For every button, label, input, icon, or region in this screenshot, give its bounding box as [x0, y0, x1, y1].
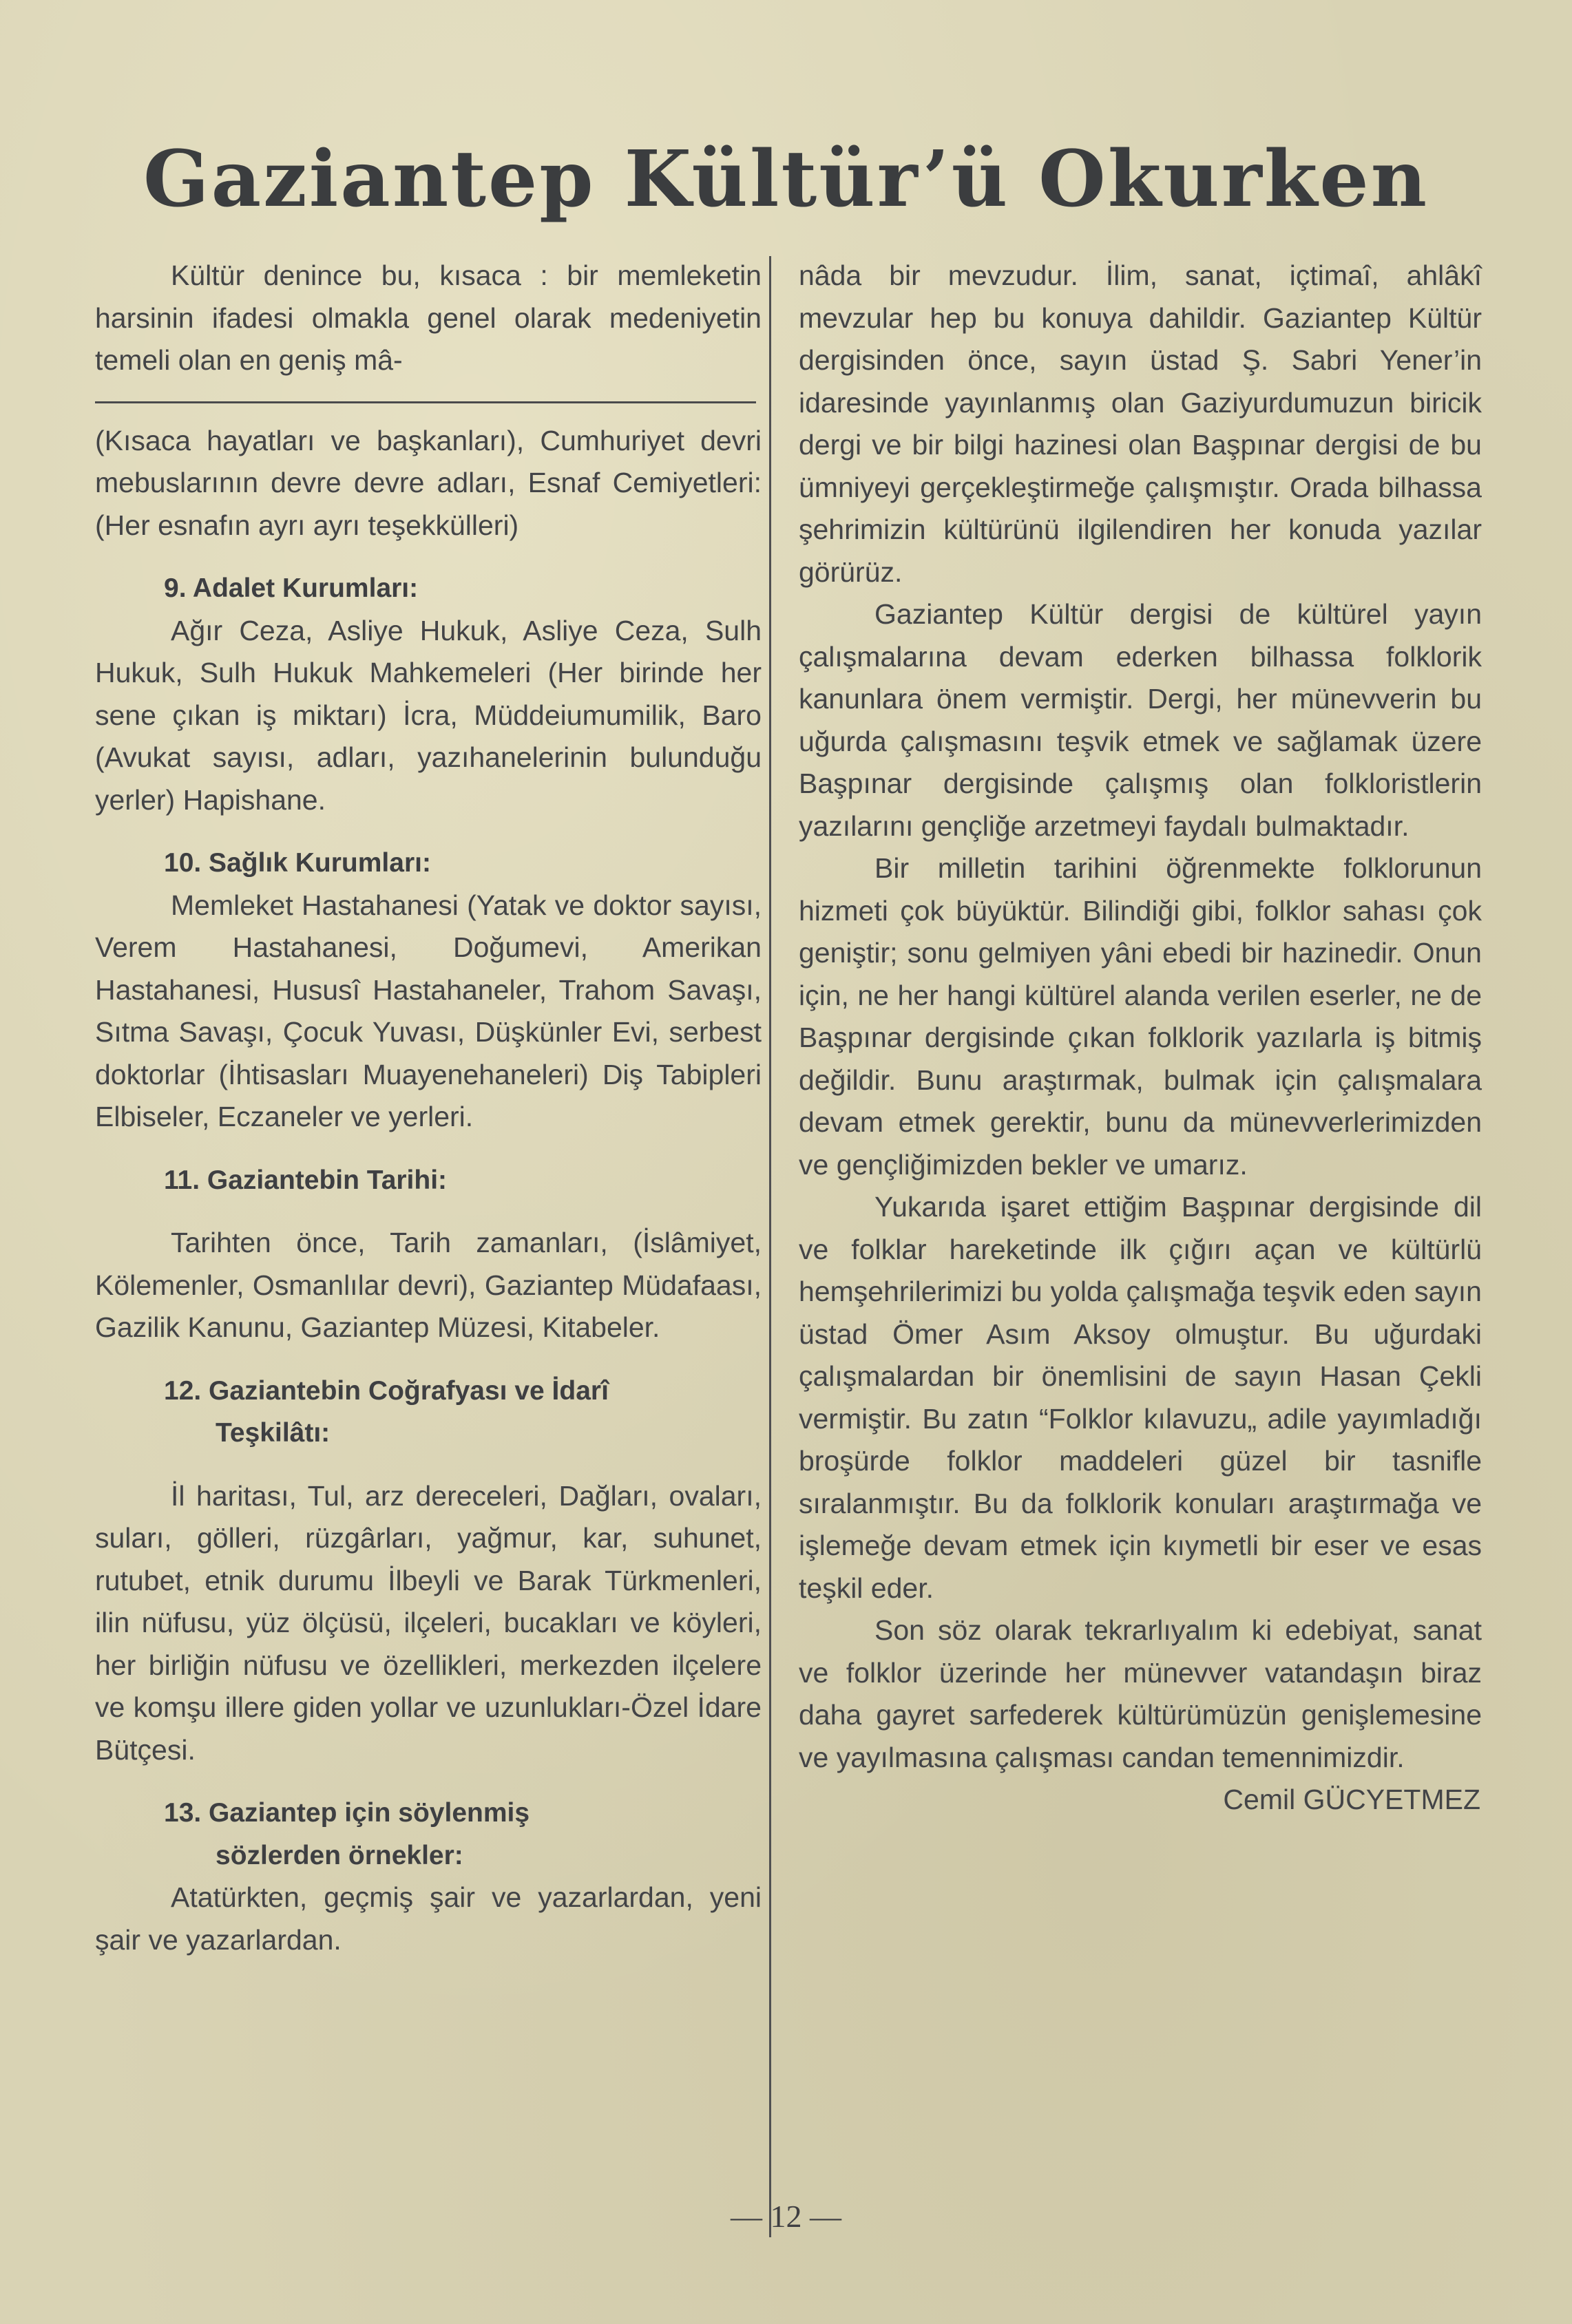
continued-paragraph: (Kısaca hayatları ve başkanları), Cumhuriyet devri mebuslarının devre devre adları, Esnaf Cemiyetleri: (Her esnafın ayrı ayrı teşekkülleri) [95, 424, 762, 541]
right-paragraph-1: nâda bir mevzudur. İlim, sanat, içtimaî, ahlâkî mevzular hep bu konuya dahildir. Gaziantep Kültür dergisinden önce, sayın üstad Ş. Sabri Yener’in idaresinde yayınlanmış olan Gaziyurdumuzun biricik dergi ve bir bilgi hazinesi olan Başpınar dergisi de bu ümniyeyi gerçekleştirmeğe çalışmıştır. Orada bilhassa şehrimizin kültürünü ilgilendiren her konuda yazılar görürüz. [799, 260, 1482, 588]
section-10-text: Memleket Hastahanesi (Yatak ve doktor sayısı, Verem Hastahanesi, Doğumevi, Amerikan Hastahanesi, Hususî Hastahaneler, Trahom Savaşı, Sıtma Savaşı, Çocuk Yuvası, Düşkünler Evi, serbest doktorlar (İhtisasları Muayenehaneleri) Diş Tabipleri Elbiseler, Eczaneler ve yerleri. [95, 889, 762, 1132]
column-divider [769, 256, 771, 2237]
right-paragraph-4: Yukarıda işaret ettiğim Başpınar dergisinde dil ve folklar hareketinde ilk çığırı açan ve kültürlü hemşehrilerimizi bu yolda çalışmağa teşvik eden sayın üstad Ömer Asım Aksoy olmuştur. Bu uğurdaki çalışmalardan bir önemlisini de sayın Hasan Çekli vermiştir. Bu zatın “Folklor kılavuzu„ adile yayımladığı broşürde folklor maddeleri güzel bir tasnifle sıralanmıştır. Bu da folklorik konuları araştırmağa ve işlemeğe devam etmek için kıymetli bir eser ve esas teşkil eder. [799, 1191, 1482, 1604]
left-column [95, 255, 762, 1961]
section-12-heading: 12. Gaziantebin Coğrafyası ve İdarî [164, 1375, 609, 1406]
section-rule [95, 401, 756, 403]
section-13-heading-cont: sözlerden örnekler: [216, 1840, 463, 1870]
article-title: Gaziantep Kültür’ü Okurken [143, 134, 1429, 224]
section-13-heading: 13. Gaziantep için söylenmiş [164, 1798, 530, 1828]
section-11-heading: 11. Gaziantebin Tarihi: [164, 1165, 448, 1195]
author-signature: Cemil GÜCYETMEZ [1223, 1784, 1480, 1815]
section-12-text: İl haritası, Tul, arz dereceleri, Dağları, ovaları, suları, gölleri, rüzgârları, yağmur, kar, suhunet, rutubet, etnik durumu İlbeyli ve Barak Türkmenleri, ilin nüfusu, yüz ölçüsü, ilçeleri, bucakları ve köyleri, her birliğin nüfusu ve özellikleri, merkezden ilçelere ve komşu illere giden yollar ve uzunlukları-Özel İdare Bütçesi. [95, 1479, 762, 1766]
page-number: — 12 — [731, 2199, 841, 2234]
section-13-text: Atatürkten, geçmiş şair ve yazarlardan, yeni şair ve yazarlardan. [95, 1881, 762, 1956]
section-11-text: Tarihten önce, Tarih zamanları, (İslâmiyet, Kölemenler, Osmanlılar devri), Gaziantep Müdafaası, Gazilik Kanunu, Gaziantep Müzesi, Kitabeler. [95, 1227, 762, 1343]
section-10-heading: 10. Sağlık Kurumları: [164, 848, 431, 878]
right-paragraph-3: Bir milletin tarihini öğrenmekte folklorunun hizmeti çok büyüktür. Bilindiği gibi, folklor sahası çok geniştir; sonu gelmiyen yâni ebedi bir hazinedir. Onun için, ne her hangi kültürel alanda verilen eserler, ne de Başpınar dergisinde çıkan folklorik yazılarla iş bitmiş değildir. Bunu araştırmak, bulmak için çalışmalara devam etmek gerektir, bunu da münevverlerimizden ve gençliğimizden bekler ve umarız. [799, 852, 1482, 1181]
section-9-heading: 9. Adalet Kurumları: [164, 573, 419, 603]
right-paragraph-2: Gaziantep Kültür dergisi de kültürel yayın çalışmalarına devam ederken bilhassa folklorik kanunlara önem vermiştir. Dergi, her münevverin bu uğurda çalışmasını teşvik etmek ve sağlamak üzere Başpınar dergisinde çalışmış olan folkloristlerin yazılarını gençliğe arzetmeyi faydalı bulmaktadır. [799, 598, 1482, 842]
section-12-heading-cont: Teşkilâtı: [216, 1418, 331, 1448]
intro-paragraph: Kültür denince bu, kısaca : bir memleketin harsinin ifadesi olmakla genel olarak medeniyetin temeli olan en geniş mâ- [95, 260, 762, 376]
section-9-text: Ağır Ceza, Asliye Hukuk, Asliye Ceza, Sulh Hukuk, Sulh Hukuk Mahkemeleri (Her birinde her sene çıkan iş miktarı) İcra, Müddeiumumilik, Baro (Avukat sayısı, adları, yazıhanelerinin bulunduğu yerler) Hapishane. [95, 614, 762, 816]
right-column [799, 255, 1482, 1821]
right-paragraph-5: Son söz olarak tekrarlıyalım ki edebiyat, sanat ve folklor üzerinde her münevver vatandaşın biraz daha gayret sarfederek kültürümüzün genişlemesine ve yayılmasına çalışması candan temennimizdir. [799, 1614, 1482, 1773]
